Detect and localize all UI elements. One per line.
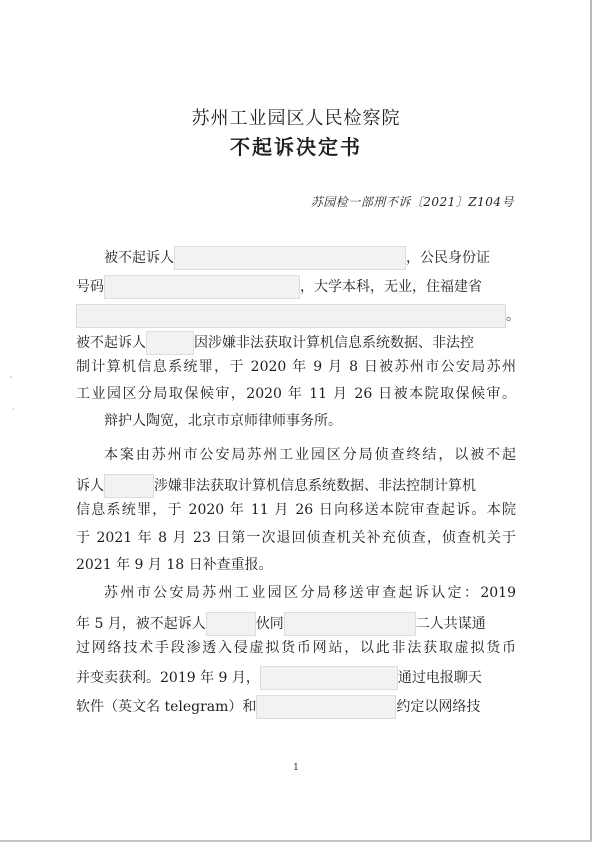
text-line: 。 [76, 304, 516, 324]
redacted-name [260, 666, 398, 690]
text-line: 2021 年 9 月 18 日补查重报。 [76, 557, 273, 573]
redacted-id-number [104, 275, 300, 299]
page-number: 1 [293, 763, 299, 773]
text-line: 软件（英文名 telegram）和 约定以网络技 [76, 695, 516, 715]
redacted-name [174, 246, 406, 270]
text-line: 本案由苏州市公安局苏州工业园区分局侦查终结，以被不起 [104, 447, 516, 463]
text-line: 辩护人陶宽，北京市京师律师事务所。 [104, 413, 342, 429]
text-line: 工业园区分局取保候审，2020 年 11 月 26 日被本院取保候审。 [76, 386, 516, 402]
text-line: 制计算机信息系统罪，于 2020 年 9 月 8 日被苏州市公安局苏州 [76, 359, 516, 375]
document-title: 不起诉决定书 [230, 135, 362, 159]
document-number: 苏园检一部刑不诉〔2021〕Z104号 [310, 195, 514, 209]
text-line: 年 5 月，被不起诉人 伙同 二人共谋通 [76, 612, 516, 632]
redacted-name [146, 331, 194, 355]
text-line: 诉人 涉嫌非法获取计算机信息系统数据、非法控制计算机 [76, 474, 516, 494]
scan-artifact: ˛ [9, 369, 14, 379]
redacted-name [284, 612, 416, 636]
organization-name: 苏州工业园区人民检察院 [191, 108, 401, 129]
redacted-address [76, 304, 506, 328]
redacted-name [256, 695, 396, 719]
text-line: 号码 ，大学本科，无业，住福建省 [76, 275, 516, 295]
text-line: 苏州市公安局苏州工业园区分局移送审查起诉认定：2019 [104, 585, 516, 601]
scan-artifact: ˎ [12, 401, 15, 411]
text-line: 于 2021 年 8 月 23 日第一次退回侦查机关补充侦查，侦查机关于 [76, 530, 516, 546]
text-line: 并变卖获利。2019 年 9 月， 通过电报聊天 [76, 666, 516, 686]
redacted-name [206, 612, 256, 636]
text-line: 被不起诉人 因涉嫌非法获取计算机信息系统数据、非法控 [76, 331, 516, 351]
text-line: 被不起诉人 ，公民身份证 [104, 246, 516, 266]
text-line: 信息系统罪，于 2020 年 11 月 26 日向移送本院审查起诉。本院 [76, 502, 516, 518]
redacted-name [104, 474, 154, 498]
text-line: 过网络技术手段渗透入侵虚拟货币网站，以此非法获取虚拟货币 [76, 640, 516, 656]
